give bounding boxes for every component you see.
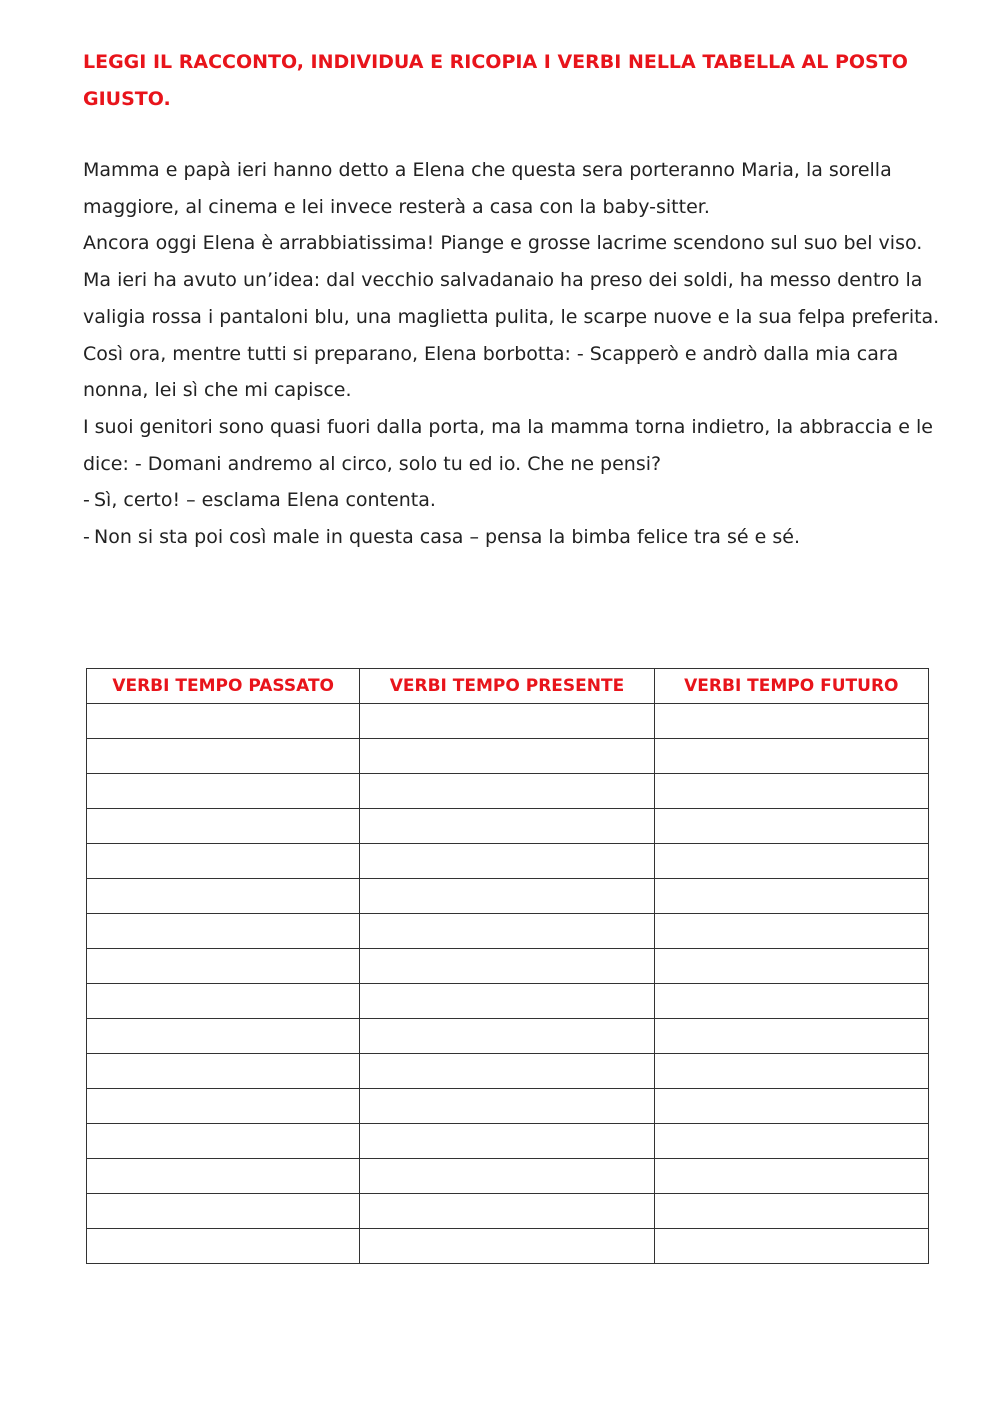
present-verb-cell[interactable]: [360, 844, 654, 879]
dialogue-dash: -: [83, 489, 90, 512]
table-row: [87, 809, 929, 844]
table-row: [87, 1089, 929, 1124]
present-verb-cell[interactable]: [360, 1124, 654, 1159]
dialogue-text: Non si sta poi così male in questa casa – pensa la bimba felice tra sé e sé.: [94, 526, 800, 549]
past-verb-cell[interactable]: [87, 809, 360, 844]
past-verb-cell[interactable]: [87, 1089, 360, 1124]
future-verb-cell[interactable]: [654, 1194, 928, 1229]
past-verb-cell[interactable]: [87, 949, 360, 984]
past-verb-cell[interactable]: [87, 1019, 360, 1054]
table-row: [87, 1159, 929, 1194]
header-present-verbs: VERBI TEMPO PRESENTE: [360, 669, 654, 704]
future-verb-cell[interactable]: [654, 1124, 928, 1159]
past-verb-cell[interactable]: [87, 1229, 360, 1264]
header-future-verbs: VERBI TEMPO FUTURO: [654, 669, 928, 704]
table-row: [87, 949, 929, 984]
past-verb-cell[interactable]: [87, 1159, 360, 1194]
header-past-verbs: VERBI TEMPO PASSATO: [87, 669, 360, 704]
present-verb-cell[interactable]: [360, 914, 654, 949]
story-text: [83, 152, 963, 556]
table-row: [87, 1124, 929, 1159]
table-row: [87, 844, 929, 879]
instructions-heading: LEGGI IL RACCONTO, INDIVIDUA E RICOPIA I VERBI NELLA TABELLA AL POSTO GIUSTO.: [83, 51, 908, 110]
past-verb-cell[interactable]: [87, 1194, 360, 1229]
table-row: [87, 1194, 929, 1229]
past-verb-cell[interactable]: [87, 879, 360, 914]
future-verb-cell[interactable]: [654, 1054, 928, 1089]
future-verb-cell[interactable]: [654, 984, 928, 1019]
future-verb-cell[interactable]: [654, 809, 928, 844]
future-verb-cell[interactable]: [654, 774, 928, 809]
future-verb-cell[interactable]: [654, 844, 928, 879]
dialogue-line: [83, 482, 963, 519]
story-paragraph: Ma ieri ha avuto un’idea: dal vecchio salvadanaio ha preso dei soldi, ha messo dentro la valigia rossa i pantaloni blu, una maglietta pulita, le scarpe nuove e la sua felpa preferita.: [83, 269, 940, 328]
story-paragraph: Mamma e papà ieri hanno detto a Elena che questa sera porteranno Maria, la sorella maggiore, al cinema e lei invece resterà a casa con la baby-sitter.: [83, 159, 892, 218]
present-verb-cell[interactable]: [360, 1019, 654, 1054]
present-verb-cell[interactable]: [360, 949, 654, 984]
present-verb-cell[interactable]: [360, 1159, 654, 1194]
present-verb-cell[interactable]: [360, 774, 654, 809]
future-verb-cell[interactable]: [654, 739, 928, 774]
past-verb-cell[interactable]: [87, 774, 360, 809]
past-verb-cell[interactable]: [87, 704, 360, 739]
table-row: [87, 914, 929, 949]
story-paragraph: Così ora, mentre tutti si preparano, Elena borbotta: - Scapperò e andrò dalla mia cara nonna, lei sì che mi capisce.: [83, 342, 899, 402]
future-verb-cell[interactable]: [654, 1229, 928, 1264]
future-verb-cell[interactable]: [654, 914, 928, 949]
present-verb-cell[interactable]: [360, 1229, 654, 1264]
present-verb-cell[interactable]: [360, 739, 654, 774]
present-verb-cell[interactable]: [360, 984, 654, 1019]
present-verb-cell[interactable]: [360, 1194, 654, 1229]
table-row: [87, 984, 929, 1019]
future-verb-cell[interactable]: [654, 704, 928, 739]
past-verb-cell[interactable]: [87, 1124, 360, 1159]
table-row: [87, 739, 929, 774]
past-verb-cell[interactable]: [87, 914, 360, 949]
future-verb-cell[interactable]: [654, 1159, 928, 1194]
dialogue-text: Sì, certo! – esclama Elena contenta.: [94, 489, 436, 512]
story-paragraph: Ancora oggi Elena è arrabbiatissima! Piange e grosse lacrime scendono sul suo bel viso.: [83, 232, 923, 255]
present-verb-cell[interactable]: [360, 809, 654, 844]
future-verb-cell[interactable]: [654, 1019, 928, 1054]
present-verb-cell[interactable]: [360, 704, 654, 739]
table-row: [87, 1054, 929, 1089]
table-header-row: [87, 669, 929, 704]
table-row: [87, 774, 929, 809]
verb-table: [86, 668, 929, 1264]
past-verb-cell[interactable]: [87, 984, 360, 1019]
past-verb-cell[interactable]: [87, 1054, 360, 1089]
present-verb-cell[interactable]: [360, 1054, 654, 1089]
table-body: [87, 704, 929, 1264]
table-row: [87, 1019, 929, 1054]
past-verb-cell[interactable]: [87, 844, 360, 879]
future-verb-cell[interactable]: [654, 879, 928, 914]
table-row: [87, 879, 929, 914]
future-verb-cell[interactable]: [654, 949, 928, 984]
dialogue-line: [83, 519, 963, 556]
present-verb-cell[interactable]: [360, 1089, 654, 1124]
table-row: [87, 1229, 929, 1264]
present-verb-cell[interactable]: [360, 879, 654, 914]
dialogue-dash: -: [83, 526, 90, 549]
table-row: [87, 704, 929, 739]
story-paragraph: I suoi genitori sono quasi fuori dalla porta, ma la mamma torna indietro, la abbraccia e le dice: - Domani andremo al circo, solo tu ed io. Che ne pensi?: [83, 415, 933, 475]
future-verb-cell[interactable]: [654, 1089, 928, 1124]
past-verb-cell[interactable]: [87, 739, 360, 774]
